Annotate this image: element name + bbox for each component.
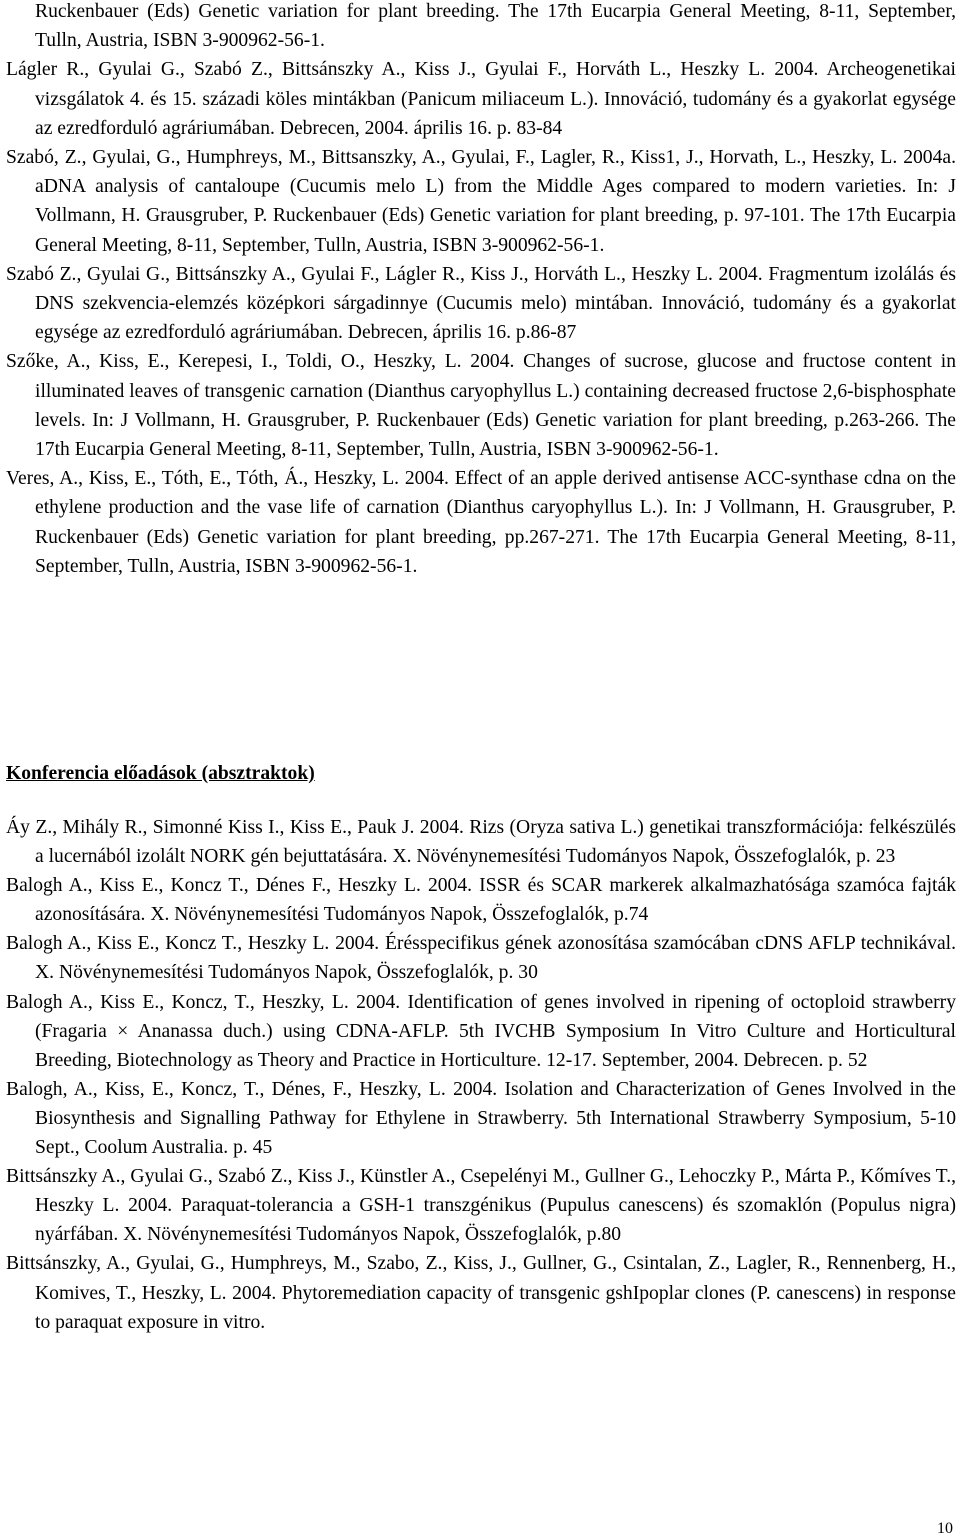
conference-entry: Bittsánszky A., Gyulai G., Szabó Z., Kiss J., Künstler A., Csepelényi M., Gullner G., Lehoczky P., Márta P., Kőmíves T., Heszky L. 2004. Paraquat-tolerancia a GSH-1 transzgénikus (Pupulus canescens) és szomaklón (Populus nigra) nyárfában. X. Növénynemesítési Tudományos Napok, Összefoglalók, p.80 <box>6 1166 956 1246</box>
reference-entry: Szőke, A., Kiss, E., Kerepesi, I., Toldi, O., Heszky, L. 2004. Changes of sucrose, glucose and fructose content in illuminated leaves of transgenic carnation (Dianthus caryophyllus L.) containing decreased fructose 2,6-bisphosphate levels. In: J Vollmann, H. Grausgruber, P. Ruckenbauer (Eds) Genetic variation for plant breeding, p.263-266. The 17th Eucarpia General Meeting, 8-11, September, Tulln, Austria, ISBN 3-900962-56-1. <box>6 351 956 461</box>
conference-entry: Balogh, A., Kiss, E., Koncz, T., Dénes, F., Heszky, L. 2004. Isolation and Characterization of Genes Involved in the Biosynthesis and Signalling Pathway for Ethylene in Strawberry. 5th International Strawberry Symposium, 5-10 Sept., Coolum Australia. p. 45 <box>6 1078 956 1159</box>
reference-entry: Lágler R., Gyulai G., Szabó Z., Bittsánszky A., Kiss J., Gyulai F., Horváth L., Heszky L. 2004. Archeogenetikai vizsgálatok 4. és 15. századi köles mintákban (Panicum miliaceum L.). Innováció, tudomány és a gyakorlat egysége az ezredforduló agráriumában. Debrecen, 2004. április 16. p. 83-84 <box>6 59 956 139</box>
section-heading: Konferencia előadások (absztraktok) <box>6 763 315 784</box>
conference-entry: Bittsánszky, A., Gyulai, G., Humphreys, M., Szabo, Z., Kiss, J., Gullner, G., Csintalan, Z., Lagler, R., Rennenberg, H., Komives, T., Heszky, L. 2004. Phytoremediation capacity of transgenic gshIpoplar clones (P. canescens) in response to paraquat exposure in vitro. <box>6 1253 956 1333</box>
reference-entry: Ruckenbauer (Eds) Genetic variation for plant breeding. The 17th Eucarpia General Meeting, 8-11, September, Tulln, Austria, ISBN 3-900962-56-1. <box>35 1 956 52</box>
journal-reference-list <box>6 0 956 581</box>
reference-entry: Szabó, Z., Gyulai, G., Humphreys, M., Bittsanszky, A., Gyulai, F., Lagler, R., Kiss1, J., Horvath, L., Heszky, L. 2004a. aDNA analysis of cantaloupe (Cucumis melo L) from the Middle Ages compared to modern varieties. In: J Vollmann, H. Grausgruber, P. Ruckenbauer (Eds) Genetic variation for plant breeding, p. 97-101. The 17th Eucarpia General Meeting, 8-11, September, Tulln, Austria, ISBN 3-900962-56-1. <box>6 147 956 256</box>
reference-entry: Szabó Z., Gyulai G., Bittsánszky A., Gyulai F., Lágler R., Kiss J., Horváth L., Heszky L. 2004. Fragmentum izolálás és DNS szekvencia-elemzés középkori sárgadinnye (Cucumis melo) mintában. Innováció, tudomány és a gyakorlat egysége az ezredforduló agráriumában. Debrecen, április 16. p.86-87 <box>6 263 956 344</box>
page-number: 10 <box>937 1520 953 1537</box>
reference-entry: Veres, A., Kiss, E., Tóth, E., Tóth, Á., Heszky, L. 2004. Effect of an apple derived antisense ACC-synthase cdna on the ethylene production and the vase life of carnation (Dianthus caryophyllus L.). In: J Vollmann, H. Grausgruber, P. Ruckenbauer (Eds) Genetic variation for plant breeding, pp.267-271. The 17th Eucarpia General Meeting, 8-11, September, Tulln, Austria, ISBN 3-900962-56-1. <box>6 468 956 577</box>
conference-entry: Balogh A., Kiss E., Koncz T., Heszky L. 2004. Érésspecifikus gének azonosítása szamócában cDNS AFLP technikával. X. Növénynemesítési Tudományos Napok, Összefoglalók, p. 30 <box>6 933 956 984</box>
conference-entry: Balogh A., Kiss E., Koncz T., Dénes F., Heszky L. 2004. ISSR és SCAR markerek alkalmazhatósága szamóca fajták azonosítására. X. Növénynemesítési Tudományos Napok, Összefoglalók, p.74 <box>6 875 956 926</box>
conference-entry: Balogh A., Kiss E., Koncz, T., Heszky, L. 2004. Identification of genes involved in ripening of octoploid strawberry (Fragaria × Ananassa duch.) using CDNA-AFLP. 5th IVCHB Symposium In Vitro Culture and Horticultural Breeding, Biotechnology as Theory and Practice in Horticulture. 12-17. September, 2004. Debrecen. p. 52 <box>6 991 956 1071</box>
conference-entry: Áy Z., Mihály R., Simonné Kiss I., Kiss E., Pauk J. 2004. Rizs (Oryza sativa L.) genetikai transzformációja: felkészülés a lucernából izolált NORK gén bejuttatására. X. Növénynemesítési Tudományos Napok, Összefoglalók, p. 23 <box>6 817 956 868</box>
conference-reference-list <box>6 813 956 1337</box>
